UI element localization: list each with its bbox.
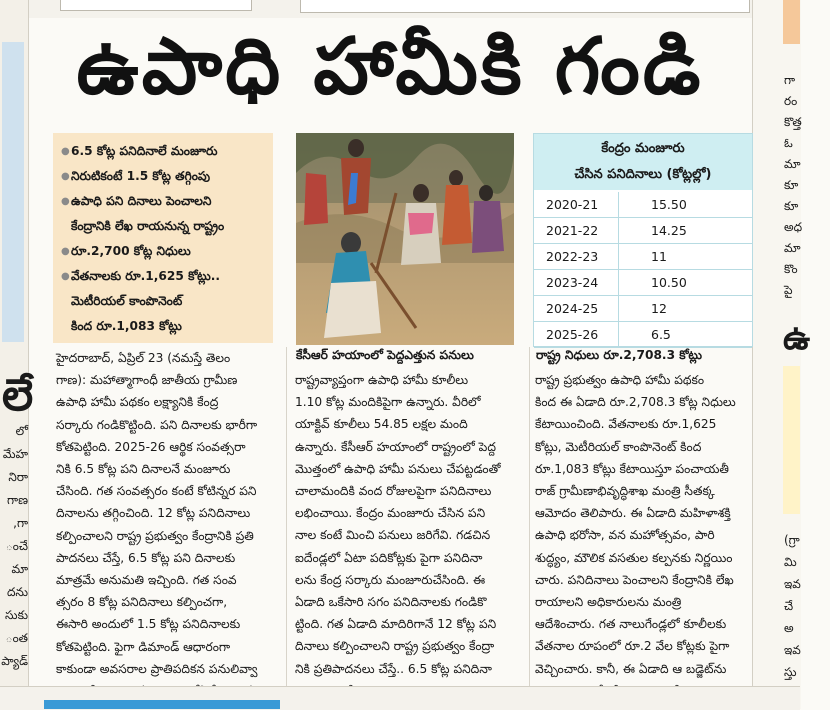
body-text-line: ఉపాధి భరోసా, వన మహోత్సవం, పారి (535, 528, 715, 543)
left-adjacent-tint (2, 42, 24, 342)
table-row (534, 322, 752, 348)
body-text-line: చారు. పనిదినాలు పెంచాలని కేంద్రానికి లేఖ (535, 572, 734, 587)
body-text-line: కోతపెట్టింది. 2025-26 ఆర్థిక సంవత్సరా (56, 439, 246, 454)
body-text-line: దినాలను తగ్గించింది. 12 కోట్ల పనిదినాలు (56, 506, 251, 521)
body-text-line: ఆదేశించారు. గత నాలుగేండ్లలో కూలీలకు (535, 617, 727, 632)
article-headline: ఉపాధి హామీకి గండి (76, 21, 704, 112)
body-text-line: వెచ్చించారు. కానీ, ఈ ఏడాది ఆ బడ్జెట్‌ను (535, 661, 727, 676)
body-text-line: ఉన్నారు. కేసీఆర్ హయాంలో రాష్ట్రంలో పెద్ద (295, 439, 496, 454)
left-adjacent-fragment: గా, (13, 516, 28, 530)
body-text-line: వేతనాల రూపంలో రూ.2 వేల కోట్లకు పైగా (535, 639, 730, 654)
body-text-line: ఆమోదం తెలిపారు. ఈ ఏడాది మహిళాశక్తి (535, 506, 731, 521)
table-cell-year: 2022-23 (546, 249, 599, 264)
workdays-table (533, 133, 753, 347)
table-cell-value: 12 (618, 296, 752, 321)
photo-illustration (296, 133, 514, 345)
body-text-line: నాల కంటే మించి పనులు జరిగేవి. గడచిన (295, 528, 491, 543)
highlight-line (61, 289, 265, 314)
highlight-line (61, 214, 265, 239)
body-text-line: ఈసారి అందులో 1.5 కోట్ల పనిదినాలకు (56, 617, 241, 632)
body-text-line: కల్పించాలని రాష్ట్ర ప్రభుత్వం కేంద్రానికి ప్రతి (56, 528, 254, 543)
table-title-line1: కేంద్రం మంజూరు (601, 141, 685, 156)
adjacent-article-box (60, 0, 252, 11)
body-text-line: కింద ఈ ఏడాది రూ.2,708.3 కోట్ల నిధులు (535, 395, 736, 410)
table-cell-year: 2023-24 (546, 275, 599, 290)
left-adjacent-heading: లే (2, 370, 34, 421)
left-adjacent-fragment: గాణ (7, 493, 28, 507)
table-row (534, 244, 752, 270)
bullet-icon: ● (61, 171, 70, 182)
table-cell-year: 2024-25 (546, 301, 599, 316)
table-body (534, 192, 752, 348)
highlight-text: ఉపాధి పని దినాలు పెంచాలని (71, 194, 212, 208)
body-text-line: ఐదేండ్లలో ఏటా పదికోట్లకు పైగా పనిదినా (295, 550, 483, 565)
right-adjacent-heading: ఉ (783, 318, 811, 358)
table-cell-value: 14.25 (618, 218, 752, 243)
table-cell-value: 15.50 (618, 192, 752, 217)
body-text-line: నికి 6.5 కోట్ల పని దినాలనే మంజూరు (56, 462, 231, 477)
highlight-line (61, 189, 265, 214)
highlight-text: రూ.2,700 కోట్ల నిధులు (71, 244, 191, 258)
right-adjacent-fragment: గా (784, 73, 796, 87)
right-adjacent-fragment: కూ (784, 199, 799, 213)
table-cell-value: 11 (618, 244, 752, 269)
body-text-line: కేటాయించింది. వేతనాలకు రూ.1,625 (535, 417, 717, 432)
highlight-text: వేతనాలకు రూ.1,625 కోట్లు.. (71, 269, 220, 283)
left-adjacent-fragment: సుకు (5, 608, 28, 622)
left-adjacent-fragment: మా (11, 562, 28, 576)
right-adjacent-fragment: మా (784, 157, 801, 171)
body-text-line: 1.10 కోట్ల మందికిపైగా ఉన్నారు. వీరిలో (295, 395, 481, 410)
left-adjacent-fragment: మేహ (2, 447, 28, 461)
highlight-line (61, 264, 265, 289)
bullet-icon: ● (61, 246, 70, 257)
body-text-line: హైదరాబాద్, ఏప్రిల్ 23 (నమస్తే తెలం (56, 351, 231, 365)
bullet-icon: ● (61, 271, 70, 282)
table-title (534, 134, 752, 190)
photo-caption: కేసీఆర్ హయాంలో పెద్దఎత్తున పనులు (296, 348, 474, 362)
table-cell-year: 2020-21 (546, 197, 599, 212)
body-text-line: ట్టింది. గత ఏడాది మాదిరిగానే 12 కోట్ల పని (295, 617, 497, 632)
left-adjacent-fragment: దను (6, 585, 28, 599)
highlight-line (61, 139, 265, 164)
table-cell-value: 6.5 (618, 322, 752, 347)
left-adjacent-fragment: ప్యాడ్ (1, 654, 28, 668)
left-adjacent-fragment: లో (15, 424, 28, 438)
table-title-line2: చేసిన పనిదినాలు (కోట్లల్లో) (574, 167, 712, 182)
article-column-1 (56, 347, 276, 702)
highlight-text: కేంద్రానికి లేఖ రాయనున్న రాష్ట్రం (71, 219, 225, 233)
highlights-box (53, 133, 273, 343)
body-text-line: ఉపాధి హామీ పథకం లక్ష్యానికి కేంద్ర (56, 395, 219, 410)
body-text-line: దినాలు కల్పించాలని రాష్ట్ర ప్రభుత్వం కేంద్రా (295, 639, 495, 654)
right-adjacent-fragment: ఇవ (784, 643, 801, 657)
table-row (534, 218, 752, 244)
bullet-icon: ● (61, 146, 70, 157)
right-adjacent-fragment: స్తు (784, 665, 797, 679)
body-text-line: రూ.1,083 కోట్లు కేటాయిస్తూ పంచాయతీ (535, 461, 729, 476)
right-adjacent-fragment: ఇవ (784, 577, 801, 591)
body-text-line: త్సరం 8 కోట్ల పనిదినాలు కల్పించగా, (56, 595, 228, 610)
body-text-line: కాకుండా అవసరాల ప్రాతిపదికన పనులివ్వా (56, 661, 258, 676)
body-text-line: పాదనలు చేస్తే, 6.5 కోట్ల పని దినాలకు (56, 550, 236, 565)
right-adjacent-tint (783, 0, 800, 44)
right-adjacent-box (783, 366, 800, 514)
body-text-line: లభించాయి. కేంద్రం మంజూరు చేసిన పని (295, 506, 486, 521)
right-adjacent-fragment: కూ (784, 178, 799, 192)
body-text-line: మాత్రమే అనుమతి ఇచ్చింది. గత సంవ (56, 573, 237, 588)
body-text-line: నికి ప్రతిపాదనలు చేస్తే.. 6.5 కోట్ల పనిదినా (295, 661, 492, 676)
highlight-line (61, 314, 265, 339)
table-row (534, 192, 752, 218)
left-adjacent-fragment: ంత (5, 631, 28, 645)
column-divider (529, 347, 530, 687)
right-adjacent-fragment: మా (784, 241, 801, 255)
body-text-line: రాజ్ గ్రామీణాభివృద్ధిశాఖ మంత్రి సీతక్క (535, 484, 715, 499)
highlight-text: కింద రూ.1,083 కోట్లు (71, 319, 182, 333)
right-adjacent-fragment: అ (784, 621, 794, 635)
left-adjacent-fragment: ంచే (5, 539, 28, 553)
article-column-3 (535, 369, 750, 702)
body-text-line: మొత్తంలో ఉపాధి హామీ పనులు చేపట్టడంతో (295, 461, 501, 476)
right-adjacent-fragment: కొత్త (784, 115, 802, 129)
body-text-line: రాయాలని అధికారులను మంత్రి (535, 595, 682, 610)
body-text-line: ఏడాది ఒకేసారి సగం పనిదినాలకు గండికొ (295, 595, 487, 610)
right-adjacent-fragment: రం (784, 94, 798, 108)
body-text-line: లను కేంద్ర సర్కారు మంజూరుచేసింది. ఈ (295, 572, 486, 587)
highlight-text: నిరుటికంటే 1.5 కోట్ల తగ్గింపు (71, 169, 211, 183)
body-text-line: సర్కారు గండికొట్టింది. పని దినాలకు భారీగా (56, 417, 258, 432)
workers-photo (296, 133, 514, 345)
bullet-icon: ● (61, 196, 70, 207)
highlight-line (61, 239, 265, 264)
highlight-line (61, 164, 265, 189)
highlight-text: 6.5 కోట్ల పనిదినాలే మంజూరు (71, 144, 218, 158)
table-row (534, 296, 752, 322)
body-text-line: చేసింది. గత సంవత్సరం కంటే కోటిన్నర పని (56, 484, 257, 499)
right-adjacent-fragment: కొం (784, 262, 798, 276)
article-column-2 (295, 369, 527, 702)
right-adjacent-fragment: చే (784, 599, 794, 613)
table-subheading: రాష్ట్ర నిధులు రూ.2,708.3 కోట్లు (536, 348, 702, 362)
table-cell-year: 2021-22 (546, 223, 599, 238)
body-text-line: రాష్ట్ర ప్రభుత్వం ఉపాధి హామీ పథకం (535, 373, 705, 387)
body-text-line: కోతపెట్టింది. ఫైగా డిమాండ్ ఆధారంగా (56, 639, 231, 654)
right-adjacent-fragment: పై (784, 283, 793, 297)
table-cell-year: 2025-26 (546, 327, 599, 342)
body-text-line: చాలామందికి వంద రోజులపైగా పనిదినాలు (295, 484, 492, 499)
right-adjacent-fragment: (గ్రా (784, 533, 800, 547)
adjacent-article-box (300, 0, 750, 13)
body-text-line: గాణ): మహాత్మాగాంధీ జాతీయ గ్రామీణ (56, 373, 238, 388)
highlight-text: మెటీరియల్ కాంపొనెంట్ (71, 294, 183, 308)
right-adjacent-fragment: మి (784, 555, 797, 569)
left-adjacent-fragment: నిరా (8, 470, 28, 484)
body-text-line: రాష్ట్రవ్యాప్తంగా ఉపాధి హామీ కూలీలు (295, 373, 469, 387)
table-cell-value: 10.50 (618, 270, 752, 295)
body-text-line: యాక్టివ్ కూలీలు 54.85 లక్షల మంది (295, 417, 468, 432)
right-adjacent-fragment: ఓ (784, 136, 793, 150)
right-adjacent-fragment: అధ (784, 220, 803, 234)
next-article-banner (44, 700, 280, 709)
table-row (534, 270, 752, 296)
body-text-line: కోట్లు, మెటీరియల్ కాంపొనెంట్ కింద (535, 439, 702, 454)
column-divider (286, 347, 287, 687)
body-text-line: శుద్ధ్యం, మౌలిక వసతుల కల్పనకు నిర్ణయిం (535, 550, 733, 565)
